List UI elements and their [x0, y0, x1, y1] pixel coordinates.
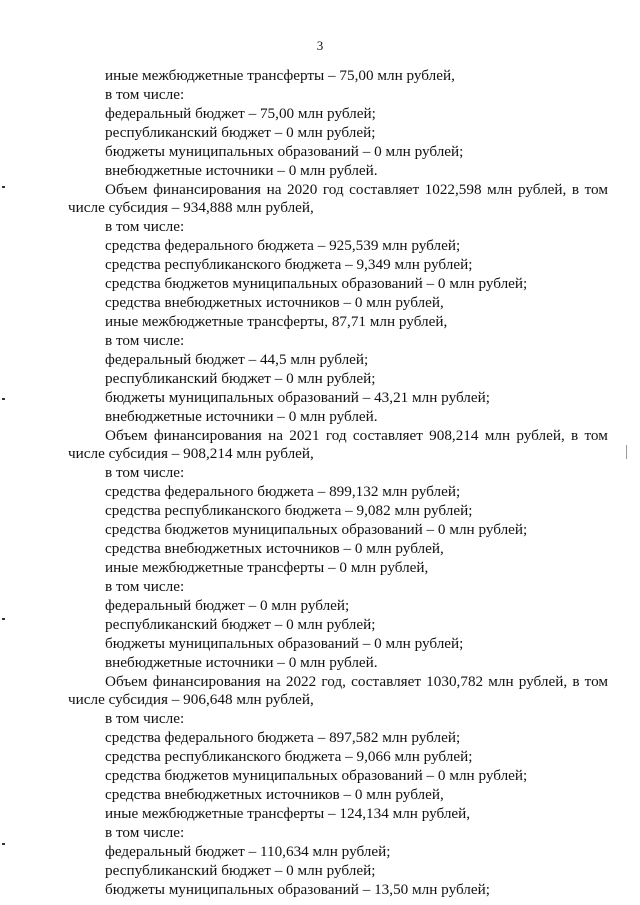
text-line: в том числе:	[105, 464, 185, 482]
word: 1022,598	[424, 180, 482, 198]
word: Объем	[105, 180, 148, 198]
paragraph-continuation-line: числе субсидия – 934,888 млн рублей,	[68, 199, 314, 217]
scan-edge-mark	[626, 445, 627, 459]
word: составляет	[351, 672, 422, 690]
text-line: бюджеты муниципальных образований – 13,50 млн рублей;	[105, 880, 490, 898]
text-line: средства республиканского бюджета – 9,082 млн рублей;	[105, 502, 473, 520]
paragraph-first-line	[68, 181, 608, 200]
text-line: республиканский бюджет – 0 млн рублей;	[105, 369, 376, 387]
text-line: средства бюджетов муниципальных образований – 0 млн рублей;	[105, 275, 528, 293]
word: на	[266, 180, 282, 198]
word: млн	[488, 672, 514, 690]
text-line: средства федерального бюджета – 925,539 млн рублей;	[105, 237, 461, 255]
text-line: республиканский бюджет – 0 млн рублей;	[105, 861, 376, 879]
word: в	[571, 180, 580, 198]
text-line: федеральный бюджет – 75,00 млн рублей;	[105, 104, 376, 122]
text-line: федеральный бюджет – 110,634 млн рублей;	[105, 842, 391, 860]
word: Объем	[105, 426, 148, 444]
text-line: в том числе:	[105, 823, 185, 841]
text-line: республиканский бюджет – 0 млн рублей;	[105, 615, 376, 633]
word: финансирования	[153, 180, 262, 198]
text-line: иные межбюджетные трансферты, 87,71 млн рублей,	[105, 312, 448, 330]
text-line: внебюджетные источники – 0 млн рублей.	[105, 653, 378, 671]
word: год,	[321, 672, 346, 690]
word: том	[584, 672, 608, 690]
text-line: в том числе:	[105, 218, 185, 236]
text-line: иные межбюджетные трансферты – 0 млн рублей,	[105, 558, 429, 576]
page-number: 3	[316, 38, 324, 53]
text-line: республиканский бюджет – 0 млн рублей;	[105, 123, 376, 141]
word: рублей,	[517, 180, 567, 198]
word: 1030,782	[426, 672, 484, 690]
paragraph-continuation-line: числе субсидия – 908,214 млн рублей,	[68, 445, 314, 463]
word: на	[265, 672, 281, 690]
text-line: федеральный бюджет – 0 млн рублей;	[105, 596, 350, 614]
text-line: бюджеты муниципальных образований – 43,21 млн рублей;	[105, 388, 490, 406]
word: финансирования	[152, 672, 261, 690]
scan-edge-mark	[2, 843, 5, 845]
text-line: иные межбюджетные трансферты – 75,00 млн рублей,	[105, 67, 455, 84]
word: в	[571, 426, 579, 444]
word: составляет	[349, 180, 420, 198]
paragraph-continuation-line: числе субсидия – 906,648 млн рублей,	[68, 691, 314, 709]
word: млн	[484, 426, 511, 444]
text-line: в том числе:	[105, 331, 185, 349]
text-line: средства федерального бюджета – 899,132 млн рублей;	[105, 483, 461, 501]
text-line: бюджеты муниципальных образований – 0 млн рублей;	[105, 634, 464, 652]
text-line: средства республиканского бюджета – 9,066 млн рублей;	[105, 748, 473, 766]
text-line: средства республиканского бюджета – 9,349 млн рублей;	[105, 256, 473, 274]
scan-edge-mark	[2, 398, 5, 400]
word: 2020	[286, 180, 318, 198]
word: составляет	[352, 426, 423, 444]
text-line: федеральный бюджет – 44,5 млн рублей;	[105, 350, 369, 368]
text-line: в том числе:	[105, 577, 185, 595]
word: 2021	[289, 426, 320, 444]
word: 908,214	[429, 426, 479, 444]
text-line: внебюджетные источники – 0 млн рублей.	[105, 161, 378, 179]
scan-edge-mark	[2, 618, 5, 620]
word: рублей,	[516, 426, 565, 444]
text-line: бюджеты муниципальных образований – 0 млн рублей;	[105, 142, 464, 160]
text-line: средства внебюджетных источников – 0 млн рублей,	[105, 294, 444, 312]
word: на	[268, 426, 283, 444]
word: финансирования	[153, 426, 262, 444]
word: год	[325, 426, 347, 444]
word: 2022	[285, 672, 317, 690]
word: том	[584, 180, 608, 198]
paragraph-first-line	[68, 673, 608, 692]
word: год	[322, 180, 344, 198]
text-line: иные межбюджетные трансферты – 124,134 млн рублей,	[105, 804, 471, 822]
word: том	[584, 426, 608, 444]
text-line: средства бюджетов муниципальных образований – 0 млн рублей;	[105, 521, 528, 539]
word: в	[572, 672, 580, 690]
text-line: средства внебюджетных источников – 0 млн рублей,	[105, 540, 444, 558]
text-line: средства бюджетов муниципальных образований – 0 млн рублей;	[105, 767, 528, 785]
paragraph-first-line	[68, 427, 608, 446]
scan-edge-mark	[2, 186, 5, 188]
text-line: в том числе:	[105, 85, 185, 103]
word: млн	[487, 180, 513, 198]
text-line: средства внебюджетных источников – 0 млн рублей,	[105, 786, 444, 804]
text-line: внебюджетные источники – 0 млн рублей.	[105, 407, 378, 425]
text-line: в том числе:	[105, 710, 185, 728]
word: рублей,	[518, 672, 568, 690]
document-body	[68, 67, 608, 900]
text-line: средства федерального бюджета – 897,582 млн рублей;	[105, 729, 461, 747]
word: Объем	[105, 672, 148, 690]
